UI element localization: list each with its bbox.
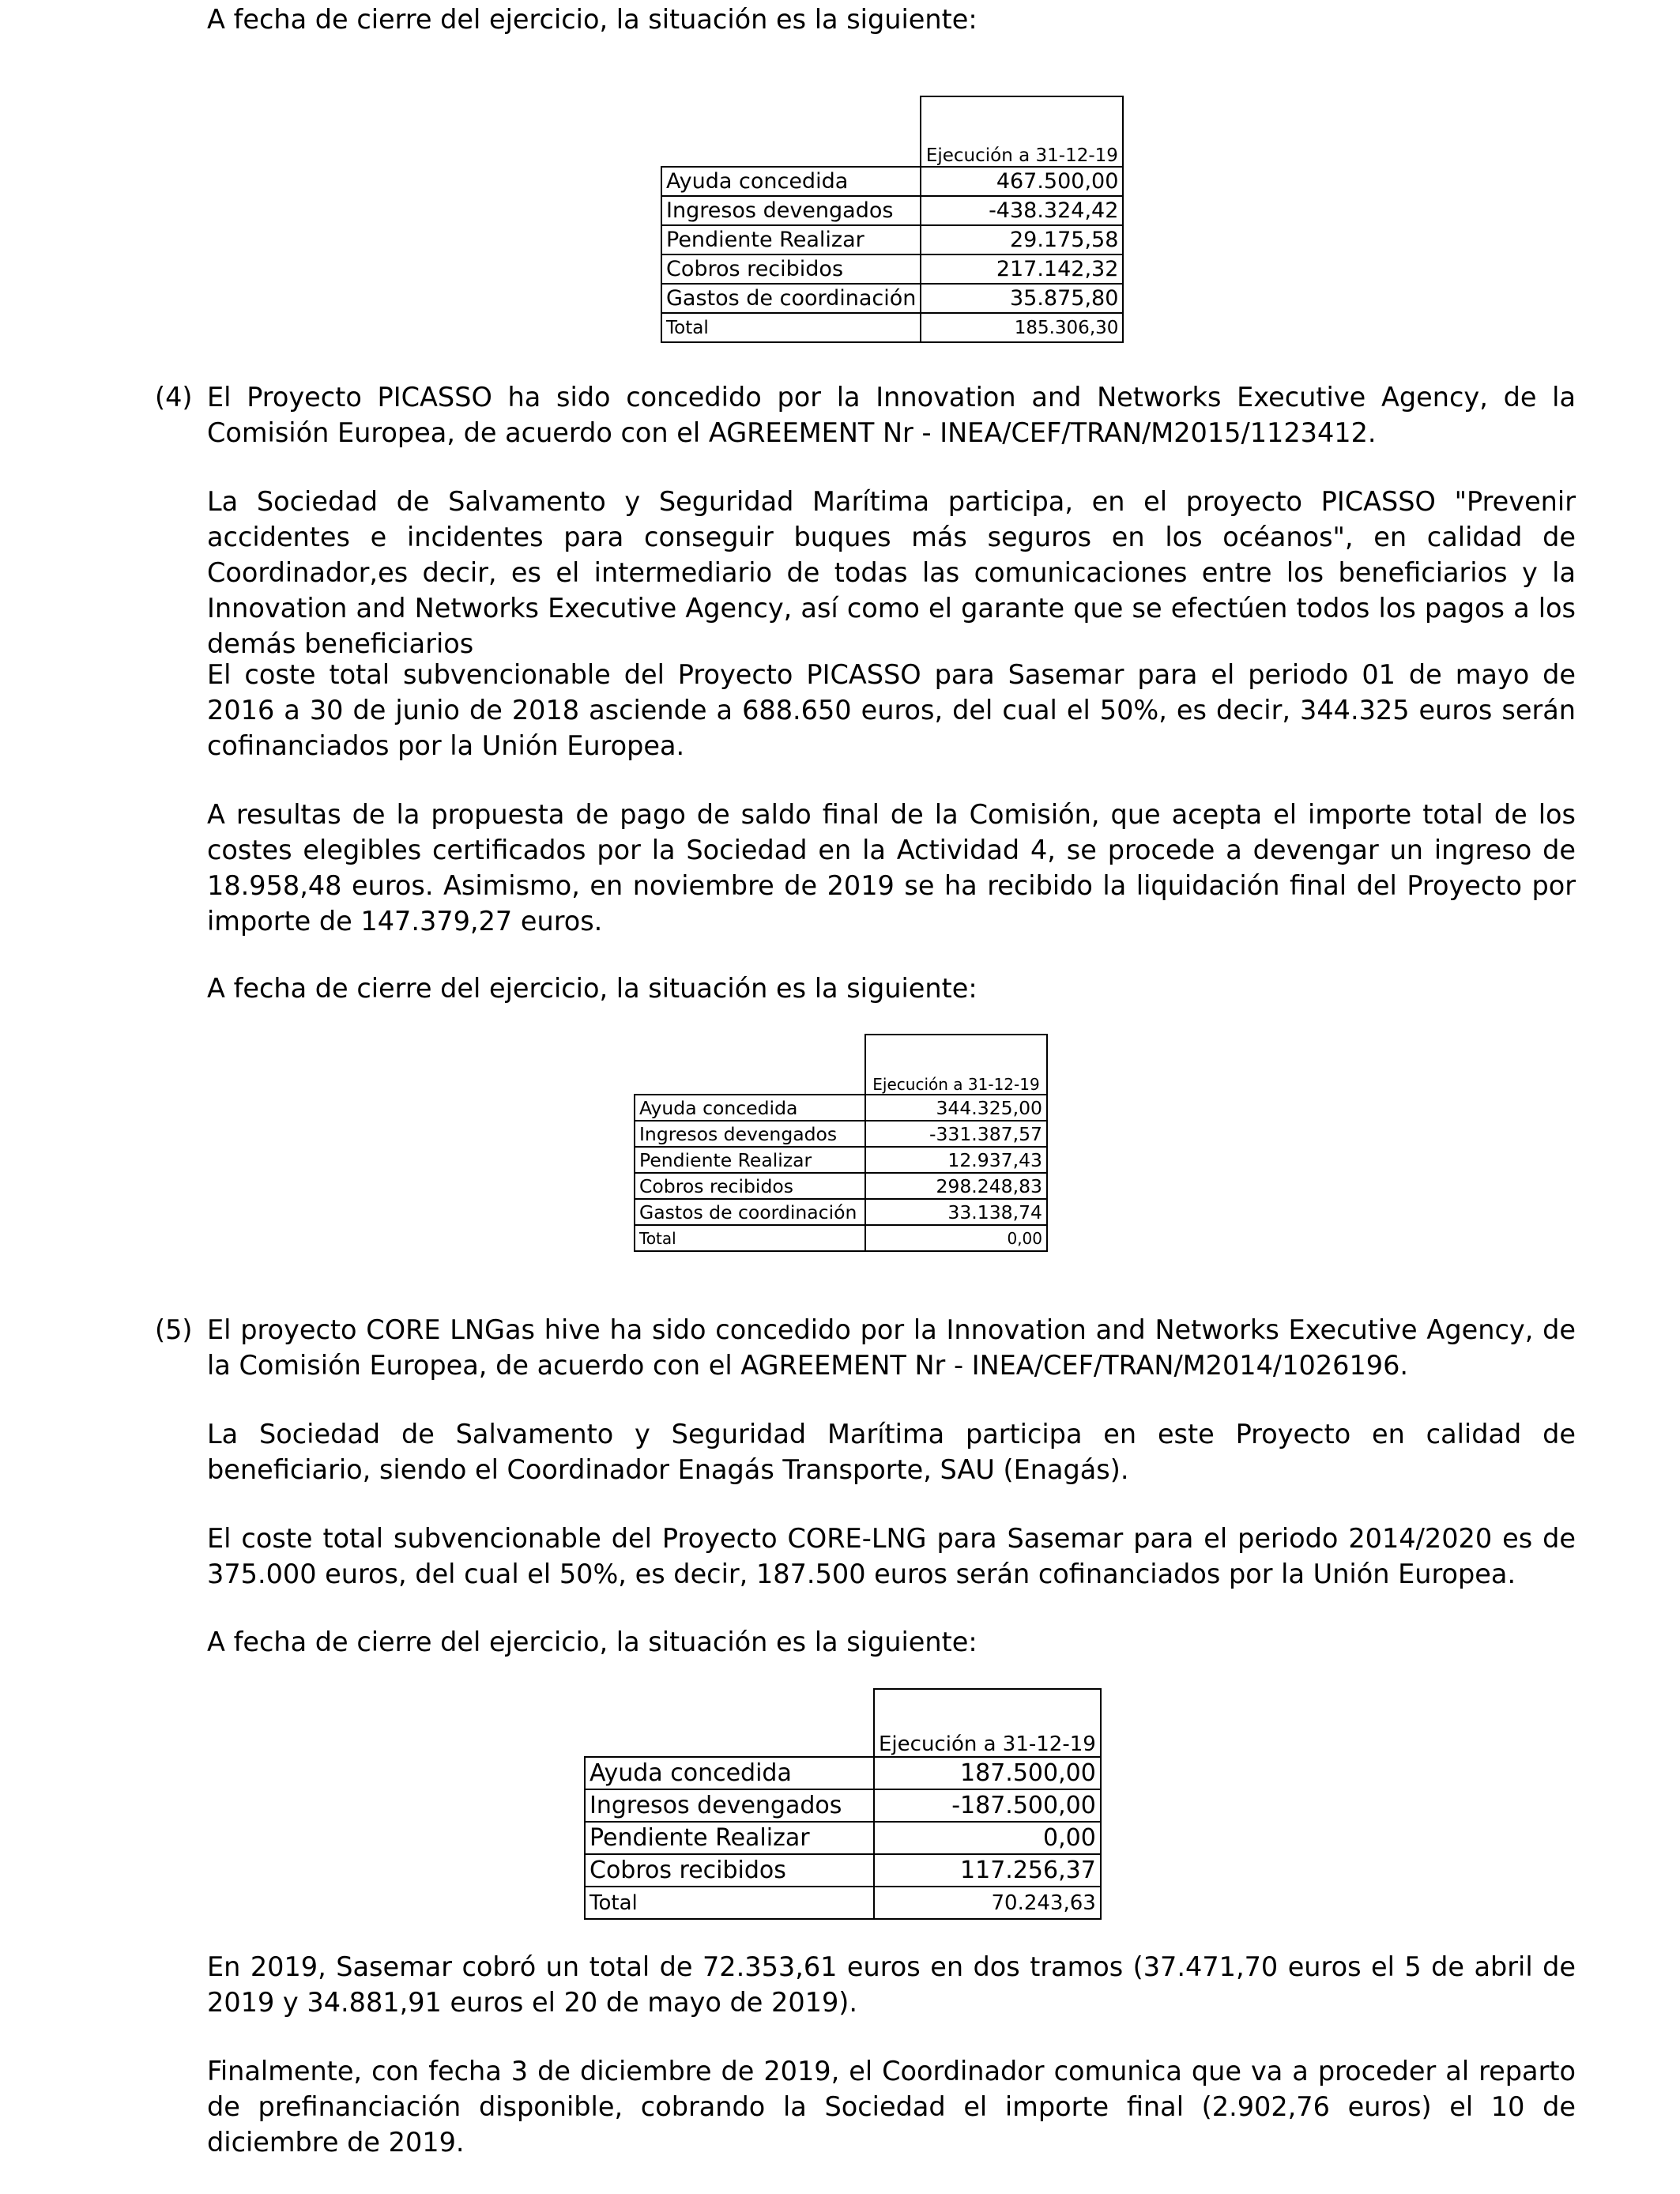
closing-paragraph-1: En 2019, Sasemar cobró un total de 72.353,61 euros en dos tramos (37.471,70 euros el 5 de abril de 2019 y 34.881,91 euros el 20 de mayo de 2019). (207, 1951, 1576, 2018)
row-label: Gastos de coordinación (661, 284, 921, 313)
item4-paragraph-2: La Sociedad de Salvamento y Seguridad Marítima participa, en el proyecto PICASSO "Prevenir accidentes e incidentes para conseguir buques más seguros en los océanos", en calidad de Coordinador,es decir, es el intermediario de todas las comunicaciones entre los beneficiarios y la Innovation and Networks Executive Agency, así como el garante que se efectúen todos los pagos a los demás beneficiarios (207, 486, 1576, 659)
item4-paragraph-4: A resultas de la propuesta de pago de saldo final de la Comisión, que acepta el importe total de los costes elegibles certificados por la Sociedad en la Actividad 4, se procede a devengar un ingreso de 18.958,48 euros. Asimismo, en noviembre de 2019 se ha recibido la liquidación final del Proyecto por importe de 147.379,27 euros. (207, 799, 1576, 937)
item4-paragraph-3: El coste total subvencionable del Proyecto PICASSO para Sasemar para el periodo 01 de mayo de 2016 a 30 de junio de 2018 asciende a 688.650 euros, del cual el 50%, es decir, 344.325 euros serán cofinanciados por la Unión Europea. (207, 659, 1576, 761)
table-header: Ejecución a 31-12-19 (865, 1035, 1047, 1095)
row-value: 298.248,83 (865, 1173, 1047, 1199)
row-label: Cobros recibidos (585, 1854, 874, 1887)
table-row (585, 1822, 1101, 1854)
item-number: (4) (155, 382, 193, 413)
row-value: -331.387,57 (865, 1121, 1047, 1147)
row-label: Ingresos devengados (585, 1789, 874, 1822)
table-row (661, 225, 1123, 254)
row-value: 12.937,43 (865, 1147, 1047, 1173)
total-value: 70.243,63 (874, 1887, 1101, 1919)
row-value: 29.175,58 (921, 225, 1123, 254)
row-value: 117.256,37 (874, 1854, 1101, 1887)
row-value: -187.500,00 (874, 1789, 1101, 1822)
table-header: Ejecución a 31-12-19 (874, 1689, 1101, 1757)
row-label: Gastos de coordinación (635, 1199, 865, 1225)
row-label: Cobros recibidos (635, 1173, 865, 1199)
table-row (661, 284, 1123, 313)
execution-table-3 (584, 1688, 1102, 1920)
table-row (635, 1095, 1047, 1121)
item-number: (5) (155, 1314, 193, 1345)
total-value: 185.306,30 (921, 313, 1123, 342)
row-label: Ayuda concedida (661, 167, 921, 196)
row-label: Ayuda concedida (635, 1095, 865, 1121)
execution-table-1 (661, 96, 1124, 343)
row-label: Cobros recibidos (661, 254, 921, 284)
row-value: -438.324,42 (921, 196, 1123, 225)
table-total-row (635, 1225, 1047, 1251)
row-value: 467.500,00 (921, 167, 1123, 196)
row-value: 33.138,74 (865, 1199, 1047, 1225)
table-row (585, 1789, 1101, 1822)
intro-text: A fecha de cierre del ejercicio, la situación es la siguiente: (207, 4, 977, 35)
item5-paragraph-1: El proyecto CORE LNGas hive ha sido concedido por la Innovation and Networks Executive Agency, de la Comisión Europea, de acuerdo con el AGREEMENT Nr - INEA/CEF/TRAN/M2014/1026196. (207, 1314, 1576, 1381)
table-total-row (661, 313, 1123, 342)
item5-paragraph-3: El coste total subvencionable del Proyecto CORE-LNG para Sasemar para el periodo 2014/2020 es de 375.000 euros, del cual el 50%, es decir, 187.500 euros serán cofinanciados por la Unión Europea. (207, 1523, 1576, 1589)
row-label: Ingresos devengados (635, 1121, 865, 1147)
row-label: Pendiente Realizar (585, 1822, 874, 1854)
total-label: Total (635, 1225, 865, 1251)
total-label: Total (661, 313, 921, 342)
row-value: 344.325,00 (865, 1095, 1047, 1121)
table-row (635, 1121, 1047, 1147)
table-row (635, 1173, 1047, 1199)
item4-paragraph-1: El Proyecto PICASSO ha sido concedido por la Innovation and Networks Executive Agency, de la Comisión Europea, de acuerdo con el AGREEMENT Nr - INEA/CEF/TRAN/M2015/1123412. (207, 382, 1576, 448)
table-header: Ejecución a 31-12-19 (921, 96, 1123, 167)
table-row (635, 1199, 1047, 1225)
item5-paragraph-2: La Sociedad de Salvamento y Seguridad Marítima participa en este Proyecto en calidad de beneficiario, siendo el Coordinador Enagás Transporte, SAU (Enagás). (207, 1419, 1576, 1485)
row-value: 217.142,32 (921, 254, 1123, 284)
row-value: 187.500,00 (874, 1757, 1101, 1789)
execution-table-2 (634, 1034, 1048, 1252)
table-row (585, 1757, 1101, 1789)
row-label: Pendiente Realizar (635, 1147, 865, 1173)
table-row (585, 1854, 1101, 1887)
row-label: Ayuda concedida (585, 1757, 874, 1789)
intro-text: A fecha de cierre del ejercicio, la situación es la siguiente: (207, 1627, 977, 1657)
intro-text: A fecha de cierre del ejercicio, la situación es la siguiente: (207, 973, 977, 1004)
row-value: 35.875,80 (921, 284, 1123, 313)
total-label: Total (585, 1887, 874, 1919)
table-row (661, 254, 1123, 284)
table-row (635, 1147, 1047, 1173)
row-label: Pendiente Realizar (661, 225, 921, 254)
total-value: 0,00 (865, 1225, 1047, 1251)
closing-paragraph-2: Finalmente, con fecha 3 de diciembre de 2019, el Coordinador comunica que va a proceder al reparto de prefinanciación disponible, cobrando la Sociedad el importe final (2.902,76 euros) el 10 de diciembre de 2019. (207, 2056, 1576, 2158)
table-row (661, 196, 1123, 225)
table-row (661, 167, 1123, 196)
row-value: 0,00 (874, 1822, 1101, 1854)
table-total-row (585, 1887, 1101, 1919)
row-label: Ingresos devengados (661, 196, 921, 225)
